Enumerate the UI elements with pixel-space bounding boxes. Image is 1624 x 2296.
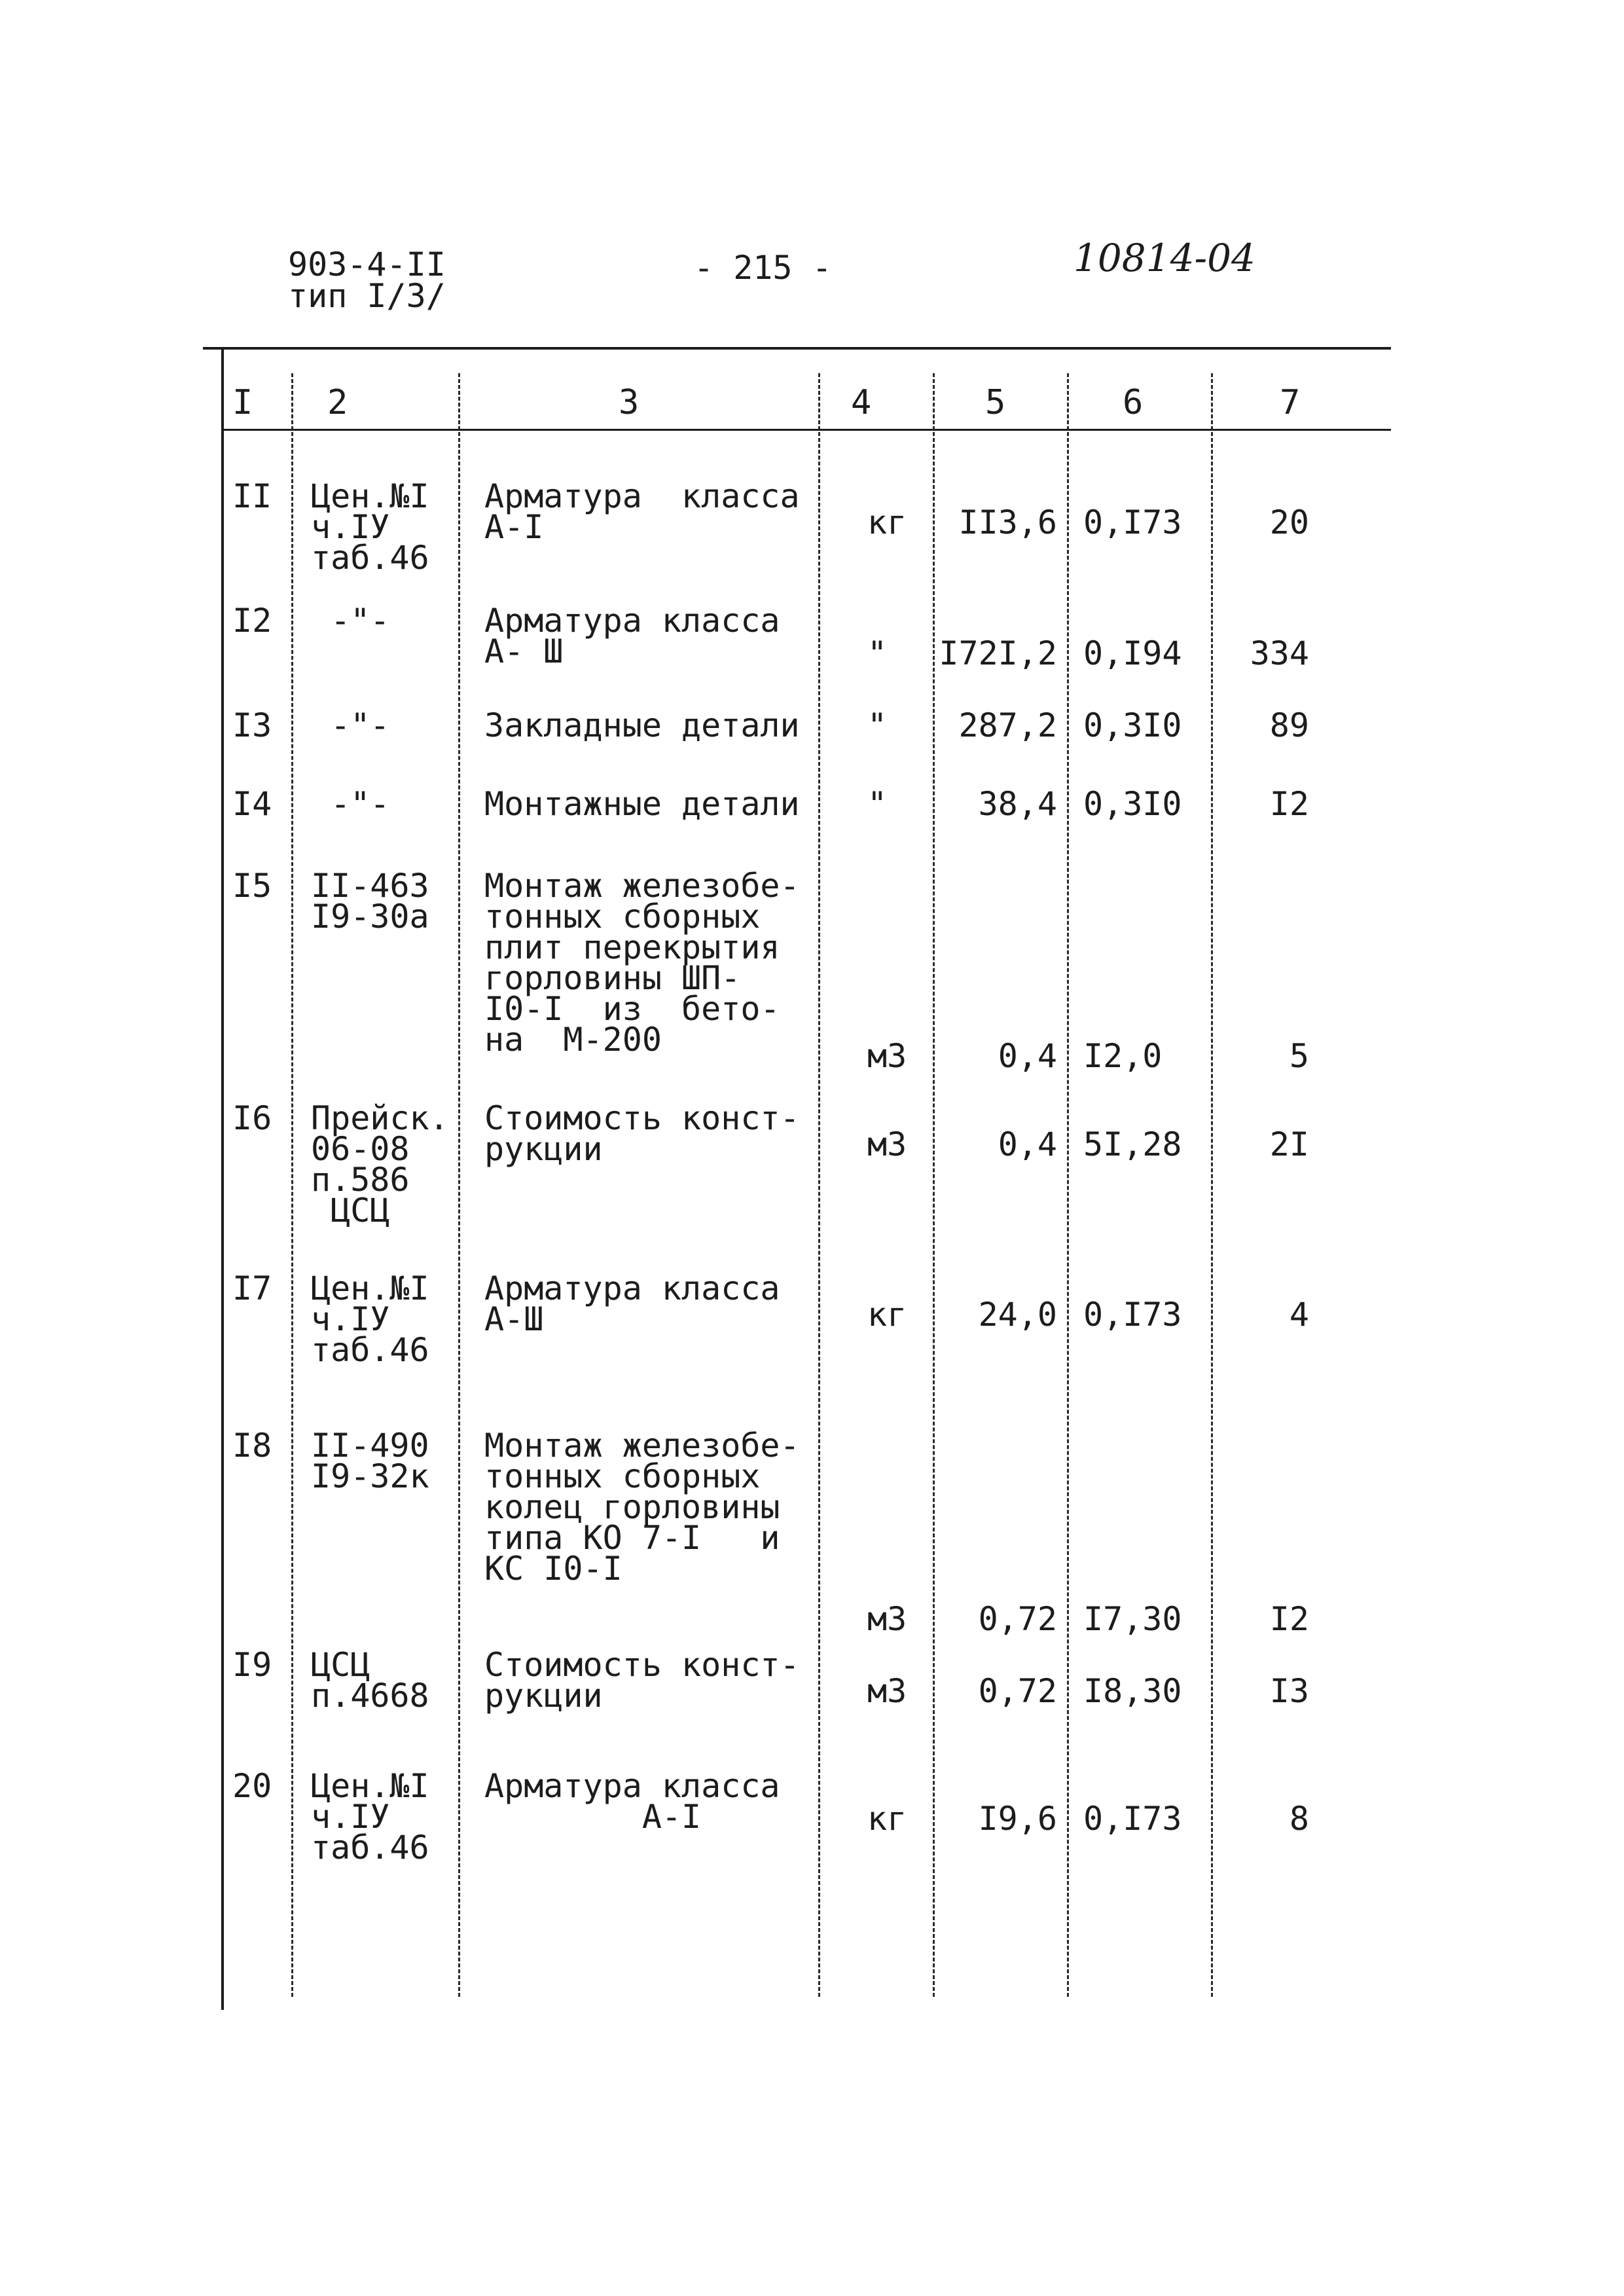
column-divider <box>933 373 935 1997</box>
unit: кг <box>867 1296 907 1334</box>
rate-reference: Цен.№I ч.IУ таб.46 <box>311 1767 429 1867</box>
unit-price: I8,30 <box>1083 1672 1182 1710</box>
handwritten-document-id: 10814-04 <box>1074 236 1255 280</box>
work-description: Арматура класса А-I <box>484 477 800 546</box>
total-cost: 5 <box>1289 1037 1309 1075</box>
rate-reference: -"- <box>311 706 390 744</box>
unit-price: I7,30 <box>1083 1600 1182 1638</box>
rate-reference: II-463 I9-30а <box>311 867 429 936</box>
work-description: Монтаж железобе- тонных сборных колец горловины типа КО 7-I и КС I0-I <box>484 1427 800 1588</box>
unit: кг <box>867 1800 907 1838</box>
quantity: 287,2 <box>958 706 1057 744</box>
unit-price: 0,I73 <box>1083 1296 1182 1334</box>
rate-reference: Прейск. 06-08 п.586 ЦСЦ <box>311 1099 449 1230</box>
quantity: 0,72 <box>978 1600 1057 1638</box>
column-header: 5 <box>985 383 1006 422</box>
rate-reference: Цен.№I ч.IУ таб.46 <box>311 477 429 577</box>
column-divider <box>291 373 293 1997</box>
unit: м3 <box>867 1037 907 1075</box>
unit-price: 5I,28 <box>1083 1125 1182 1163</box>
quantity: I72I,2 <box>939 634 1057 672</box>
column-header: 3 <box>619 383 640 422</box>
work-description: Арматура класса А- Ш <box>484 602 780 670</box>
quantity: 0,72 <box>978 1672 1057 1710</box>
document-code <box>288 246 446 315</box>
quantity: 0,4 <box>998 1125 1057 1163</box>
unit-price: I2,0 <box>1083 1037 1163 1075</box>
column-divider <box>1211 373 1213 1997</box>
unit: " <box>867 785 888 823</box>
work-description: Стоимость конст- рукции <box>484 1099 800 1168</box>
rate-reference: Цен.№I ч.IУ таб.46 <box>311 1269 429 1369</box>
rate-reference: -"- <box>311 785 390 823</box>
rate-reference: II-490 I9-32к <box>311 1427 429 1495</box>
rate-reference: ЦСЦ п.4668 <box>311 1646 429 1715</box>
row-number: I7 <box>232 1269 272 1307</box>
work-description: Арматура класса А-Ш <box>484 1269 780 1338</box>
row-number: I8 <box>232 1427 272 1465</box>
quantity: 24,0 <box>978 1296 1057 1334</box>
row-number: I2 <box>232 602 272 640</box>
total-cost: 20 <box>1269 503 1309 541</box>
document-code-line2: тип I/3/ <box>288 277 446 315</box>
work-description: Закладные детали <box>484 706 800 744</box>
column-divider <box>818 373 820 1997</box>
column-header: 7 <box>1280 383 1301 422</box>
column-header: I <box>232 383 253 422</box>
total-cost: I2 <box>1269 785 1309 823</box>
work-description: Арматура класса А-I <box>484 1767 780 1836</box>
quantity: I9,6 <box>978 1800 1057 1838</box>
total-cost: I2 <box>1269 1600 1309 1638</box>
unit-price: 0,3I0 <box>1083 785 1182 823</box>
row-number: I5 <box>232 867 272 905</box>
table-top-rule <box>203 347 1391 350</box>
document-code-line1: 903-4-II <box>288 246 446 283</box>
row-number: I3 <box>232 706 272 744</box>
column-header: 6 <box>1123 383 1144 422</box>
page-number: - 215 - <box>694 249 832 287</box>
rate-reference: -"- <box>311 602 390 640</box>
row-number: I4 <box>232 785 272 823</box>
unit-price: 0,I73 <box>1083 503 1182 541</box>
table-left-border <box>221 347 224 2010</box>
row-number: II <box>232 477 272 515</box>
total-cost: 8 <box>1289 1800 1309 1838</box>
table-header-rule <box>223 429 1391 431</box>
unit: м3 <box>867 1125 907 1163</box>
unit: " <box>867 706 888 744</box>
work-description: Монтажные детали <box>484 785 800 823</box>
total-cost: 334 <box>1250 634 1309 672</box>
unit: кг <box>867 503 907 541</box>
column-divider <box>1067 373 1069 1997</box>
column-header: 2 <box>327 383 348 422</box>
unit-price: 0,I94 <box>1083 634 1182 672</box>
total-cost: 2I <box>1269 1125 1309 1163</box>
unit-price: 0,I73 <box>1083 1800 1182 1838</box>
column-divider <box>458 373 460 1997</box>
work-description: Монтаж железобе- тонных сборных плит перекрытия горловины ШП- I0-I из бето- на М-200 <box>484 867 800 1059</box>
quantity: II3,6 <box>958 503 1057 541</box>
unit-price: 0,3I0 <box>1083 706 1182 744</box>
total-cost: I3 <box>1269 1672 1309 1710</box>
row-number: I9 <box>232 1646 272 1684</box>
row-number: I6 <box>232 1099 272 1137</box>
quantity: 38,4 <box>978 785 1057 823</box>
work-description: Стоимость конст- рукции <box>484 1646 800 1715</box>
total-cost: 89 <box>1269 706 1309 744</box>
unit: м3 <box>867 1672 907 1710</box>
column-header: 4 <box>851 383 872 422</box>
total-cost: 4 <box>1289 1296 1309 1334</box>
quantity: 0,4 <box>998 1037 1057 1075</box>
unit: м3 <box>867 1600 907 1638</box>
unit: " <box>867 634 888 672</box>
row-number: 20 <box>232 1767 272 1805</box>
